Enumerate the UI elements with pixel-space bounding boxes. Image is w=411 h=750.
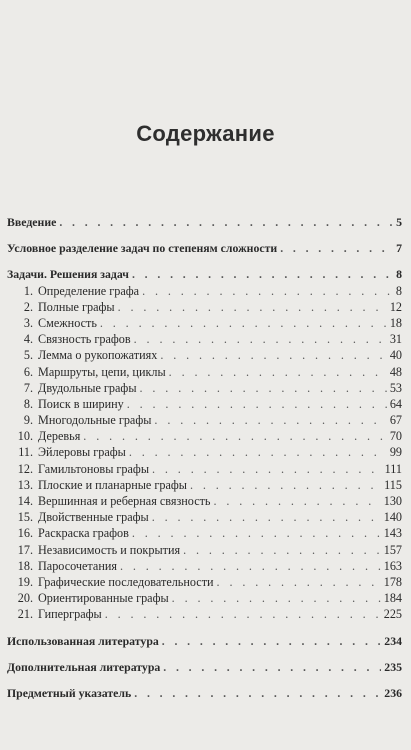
toc-entry [7,633,402,649]
toc-entry-page-number: 64 [389,396,402,411]
toc-entry-number: 14. [17,494,33,508]
toc-entry-title: Плоские и планарные графы [38,477,187,492]
dot-leader [169,364,387,380]
toc-entry [7,659,402,675]
toc-entry-number: 15. [17,510,33,525]
toc-entry [7,542,402,558]
toc-entry-number: 5. [23,348,33,363]
toc-entry-page-number: 178 [383,574,402,589]
toc-entry-title: Двудольные графы [38,380,137,395]
toc-entry [7,574,402,590]
toc-entry [7,283,402,299]
toc-entry-title: Связность графов [38,332,131,347]
toc-entry-title: Смежность [38,315,97,330]
toc-entry-title: Лемма о рукопожатиях [38,348,158,363]
toc-entry-title: Ориентированные графы [38,591,169,606]
toc-entry [7,461,402,477]
toc-entry-page-number: 236 [384,685,402,700]
dot-leader [134,331,387,347]
toc-entry-number: 20. [17,591,33,606]
toc-entry-page-number: 234 [384,633,402,648]
toc-entry [7,396,402,412]
dot-leader [160,347,386,363]
toc-entry-title: Двойственные графы [38,510,149,525]
toc-entry-title: Эйлеровы графы [38,445,126,460]
toc-entry-number: 1. [23,283,33,298]
toc-entry-page-number: 8 [396,267,402,282]
toc-entry-page-number: 225 [383,607,402,622]
toc-entry-page-number: 99 [389,445,402,460]
dot-leader [120,558,381,574]
toc-entry [7,509,402,525]
toc-entry-page-number: 48 [389,364,402,379]
toc-entry-title: Маршруты, цепи, циклы [38,364,166,379]
toc-entry-title: Раскраска графов [38,526,129,541]
toc-entry-title: Многодольные графы [38,413,152,428]
toc-entry [7,428,402,444]
toc-entry [7,477,402,493]
dot-leader [127,396,387,412]
toc-entry-number: 9. [23,413,33,428]
toc-entry-title: Паросочетания [38,558,117,573]
toc-entry-page-number: 12 [389,299,402,314]
toc-entry-title: Гиперграфы [38,607,102,622]
dot-leader [118,299,387,315]
dot-leader [163,659,381,675]
toc-entry-number: 7. [23,380,33,395]
toc-entry [7,364,402,380]
toc-entry [7,606,402,622]
dot-leader [83,428,387,444]
toc-entry [7,525,402,541]
toc-entry-number: 8. [23,396,33,411]
dot-leader [217,574,381,590]
dot-leader [213,493,380,509]
toc-entry-title: Предметный указатель [7,685,132,700]
toc-entry-page-number: 53 [389,380,402,395]
toc-entry-page-number: 140 [383,510,402,525]
toc-entry-page-number: 18 [389,315,402,330]
dot-leader [134,685,381,701]
toc-entry [7,412,402,428]
toc-entry-page-number: 70 [389,429,402,444]
dot-leader [59,214,393,230]
toc-entry-number: 21. [17,607,33,622]
toc-entry-number: 18. [17,558,33,573]
toc-entry [7,380,402,396]
toc-entry-title: Поиск в ширину [38,396,124,411]
dot-leader [105,606,381,622]
toc-entry-page-number: 115 [384,477,402,492]
toc-entry [7,444,402,460]
dot-leader [129,444,387,460]
toc-entry-page-number: 8 [395,283,402,298]
dot-leader [140,380,387,396]
dot-leader [172,590,381,606]
toc-entry-title: Условное разделение задач по степеням сложности [7,241,278,256]
toc-entry-number: 13. [17,477,33,492]
toc-entry-page-number: 31 [389,332,402,347]
dot-leader [132,266,393,282]
dot-leader [190,477,381,493]
toc-entry-title: Определение графа [38,283,140,298]
dot-leader [162,633,382,649]
toc-entry-number: 3. [23,315,33,330]
dot-leader [183,542,381,558]
toc-entry [7,590,402,606]
toc-entry [7,266,402,282]
dot-leader [152,509,381,525]
toc-entry-title: Полные графы [38,299,115,314]
toc-entry-page-number: 235 [384,659,402,674]
toc-entry [7,493,402,509]
toc-entry-page-number: 157 [383,542,402,557]
toc-entry-number: 10. [17,429,33,444]
toc-entry-title: Вершинная и реберная связность [38,494,211,508]
dot-leader [280,240,393,256]
toc-entry [7,558,402,574]
dot-leader [152,461,382,477]
toc-entry-title: Независимость и покрытия [38,542,181,557]
toc-entry-title: Гамильтоновы графы [38,461,150,476]
toc-entry-page-number: 5 [396,215,402,229]
dot-leader [142,283,393,299]
table-of-contents [7,214,402,701]
toc-entry-number: 12. [17,461,33,476]
toc-entry-title: Введение [7,215,57,229]
toc-entry [7,240,402,256]
toc-entry [7,685,402,701]
dot-leader [100,315,387,331]
toc-entry [7,315,402,331]
toc-entry-page-number: 130 [383,494,402,508]
toc-entry-title: Деревья [38,429,81,444]
toc-entry-page-number: 40 [389,348,402,363]
toc-entry-title: Дополнительная литература [7,659,161,674]
toc-entry-page-number: 111 [384,461,402,476]
toc-entry-number: 17. [17,542,33,557]
toc-entry-number: 19. [17,574,33,589]
toc-entry-page-number: 7 [396,241,402,256]
toc-entry-page-number: 163 [383,558,402,573]
toc-entry-page-number: 184 [383,591,402,606]
toc-entry-number: 2. [23,299,33,314]
toc-entry [7,331,402,347]
dot-leader [154,412,386,428]
toc-entry-number: 11. [18,445,33,460]
toc-entry-number: 6. [23,364,33,379]
toc-entry [7,347,402,363]
toc-entry-title: Использованная литература [7,633,159,648]
dot-leader [132,525,381,541]
toc-entry [7,214,402,230]
toc-entry-number: 16. [17,526,33,541]
toc-entry [7,299,402,315]
toc-entry-page-number: 67 [389,413,402,428]
page-title: Содержание [136,121,275,146]
toc-entry-title: Графические последовательности [38,574,214,589]
toc-entry-page-number: 143 [383,526,402,541]
toc-entry-title: Задачи. Решения задач [7,267,129,282]
toc-entry-number: 4. [23,332,33,347]
